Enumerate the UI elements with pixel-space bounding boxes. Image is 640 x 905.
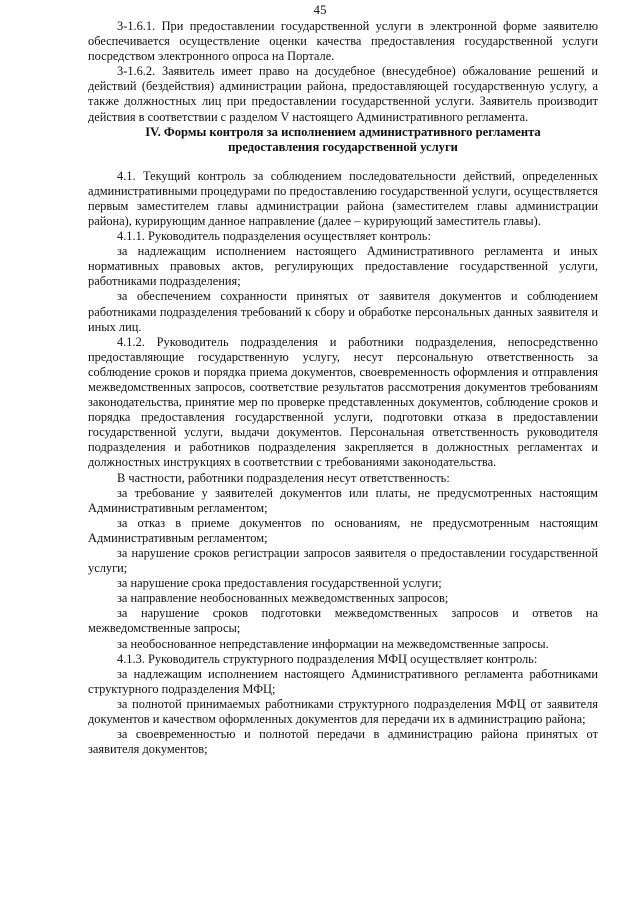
- paragraph: за полнотой принимаемых работниками структурного подразделения МФЦ от заявителя документов и качеством оформленных документов для передачи их в администрацию района;: [88, 696, 598, 727]
- paragraph-3-1-6-1: 3-1.6.1. При предоставлении государственной услуги в электронной форме заявителю обеспечивается осуществление оценки качества предоставления государственной услуги посредством электронного опроса на Портале.: [88, 19, 598, 64]
- paragraph: за нарушение сроков регистрации запросов заявителя о предоставлении государственной услуги;: [88, 546, 598, 576]
- paragraph: за нарушение сроков подготовки межведомственных запросов и ответов на межведомственные запросы;: [88, 606, 598, 636]
- heading-spacer: [88, 155, 598, 169]
- paragraph: за надлежащим исполнением настоящего Административного регламента и иных нормативных правовых актов, регулирующих предоставление государственной услуги, работниками подразделения;: [88, 244, 598, 289]
- paragraph: 4.1.3. Руководитель структурного подразделения МФЦ осуществляет контроль:: [117, 651, 538, 666]
- paragraph: за надлежащим исполнением настоящего Административного регламента работниками структурного подразделения МФЦ;: [88, 666, 598, 696]
- paragraph: В частности, работники подразделения несут ответственность:: [117, 470, 450, 485]
- document-body: [88, 19, 598, 757]
- section-heading-line-1: IV. Формы контроля за исполнением административного регламента: [145, 124, 541, 139]
- section-heading-line-2: предоставления государственной услуги: [228, 139, 458, 154]
- paragraph: за своевременностью и полнотой передачи в администрацию района принятых от заявителя документов;: [88, 727, 598, 757]
- paragraph: 4.1.1. Руководитель подразделения осуществляет контроль:: [117, 229, 431, 244]
- paragraph: за обеспечением сохранности принятых от заявителя документов и соблюдением работниками подразделения требований к сбору и обработке персональных данных заявителя и иных лиц.: [88, 289, 598, 334]
- paragraph: за необоснованное непредставление информации на межведомственные запросы.: [117, 636, 549, 651]
- page-number: 45: [313, 2, 327, 17]
- paragraph: за отказ в приеме документов по основаниям, не предусмотренным настоящим Административным регламентом;: [88, 515, 598, 545]
- paragraph: за нарушение срока предоставления государственной услуги;: [117, 576, 442, 591]
- paragraph: 4.1. Текущий контроль за соблюдением последовательности действий, определенных административными процедурами по предоставлению государственной услуги, осуществляется первым заместителем главы администрации района (заместителем главы администрации района), курирующим данное направление (далее – курирующий заместитель главы).: [88, 168, 598, 228]
- paragraph-3-1-6-2: 3-1.6.2. Заявитель имеет право на досудебное (внесудебное) обжалование решений и действий (бездействия) администрации района, предоставляющей государственную услугу, а также должностных лиц при предоставлении государственной услуги. Заявитель производит действия в соответствии с разделом V настоящего Административного регламента.: [88, 64, 598, 124]
- paragraph: за направление необоснованных межведомственных запросов;: [117, 591, 449, 606]
- paragraph: за требование у заявителей документов или платы, не предусмотренных настоящим Административным регламентом;: [88, 485, 598, 515]
- paragraph: 4.1.2. Руководитель подразделения и работники подразделения, непосредственно предоставляющие государственную услугу, несут персональную ответственность за соблюдение сроков и порядка приема документов, своевременность оформления и отправления межведомственных запросов, соответствие результатов рассмотрения документов требованиям законодательства, принятие мер по проверке представленных документов, соблюдение сроков и порядка предоставления государственной услуги, подготовки отказа в предоставлении государственной услуги, выдачи документов. Персональная ответственность руководителя подразделения и работников подразделения закрепляется в должностных регламентах и должностных инструкциях в соответствии с требованиями законодательства.: [88, 334, 598, 470]
